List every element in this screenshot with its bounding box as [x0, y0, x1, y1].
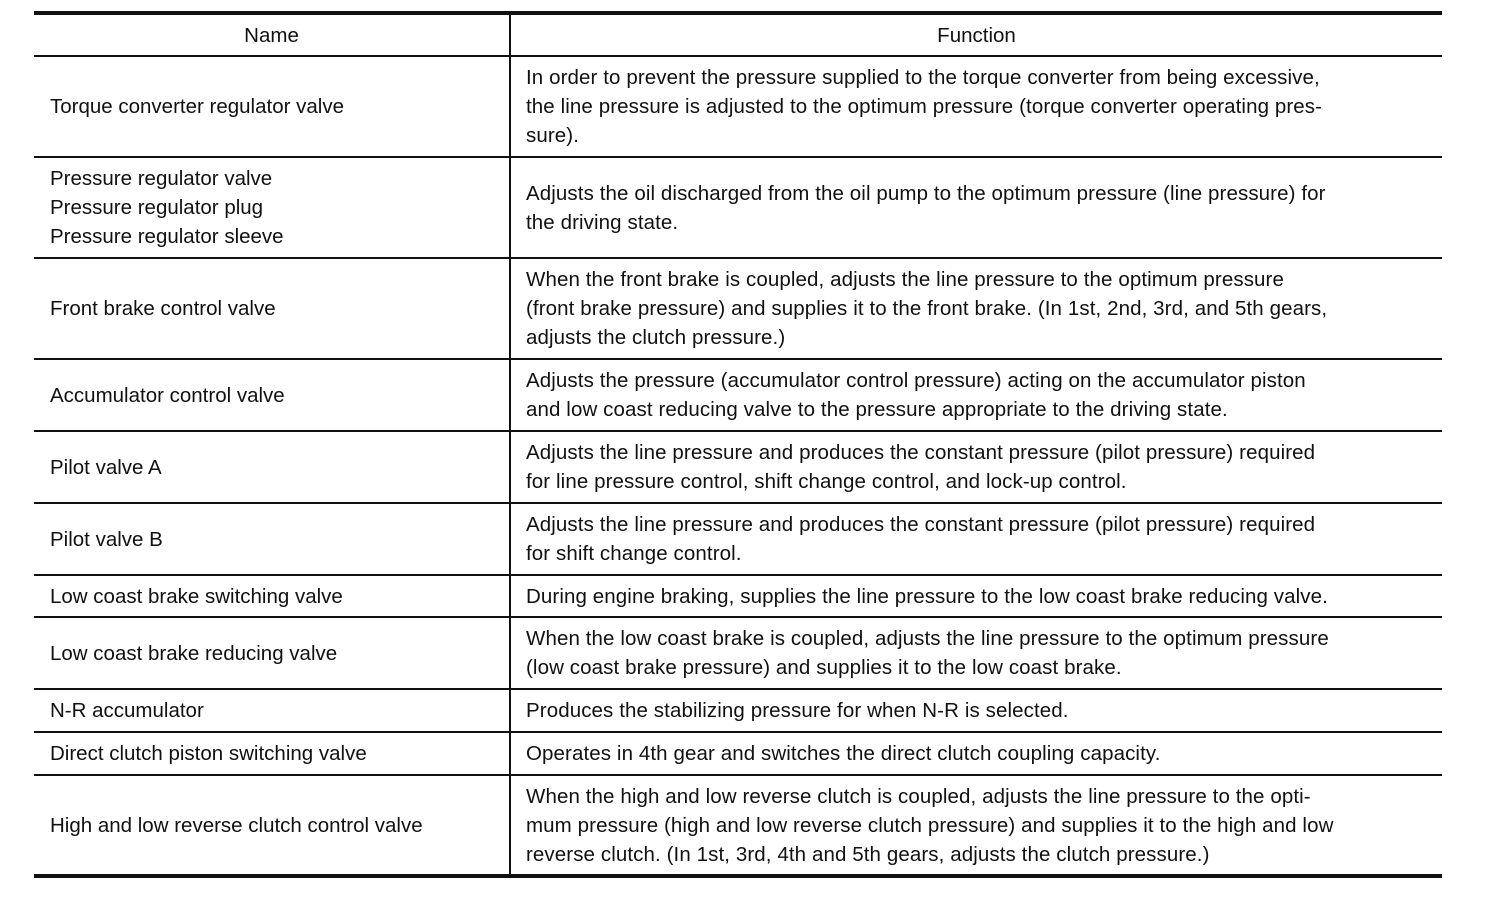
valve-name-text: Pilot valve A: [50, 455, 162, 479]
table-row: [34, 56, 1442, 157]
valve-function-text: adjusts the clutch pressure.): [526, 326, 786, 349]
valve-function-text: (low coast brake pressure) and supplies it to the low coast brake.: [526, 656, 1122, 679]
valve-function-text: for shift change control.: [526, 542, 742, 565]
valve-function-text: and low coast reducing valve to the pressure appropriate to the driving state.: [526, 398, 1228, 421]
valve-function-text: for line pressure control, shift change control, and lock-up control.: [526, 470, 1127, 493]
valve-function-cell: [510, 359, 1442, 431]
valve-name-cell: [34, 689, 510, 732]
valve-name-text: Low coast brake switching valve: [50, 584, 343, 608]
name-column-header: Name: [34, 13, 510, 56]
valve-function-text: the line pressure is adjusted to the optimum pressure (torque converter operating pres-: [526, 95, 1323, 118]
valve-function-text: Adjusts the pressure (accumulator control pressure) acting on the accumulator piston: [526, 369, 1306, 392]
valve-name-text: Low coast brake reducing valve: [50, 641, 338, 665]
valve-name-cell: [34, 157, 510, 258]
table-body: [34, 56, 1442, 876]
valve-function-cell: [510, 689, 1442, 732]
valve-function-cell: [510, 157, 1442, 258]
valve-name-cell: [34, 775, 510, 876]
valve-name-text: Direct clutch piston switching valve: [50, 742, 367, 765]
valve-function-text: In order to prevent the pressure supplied to the torque converter from being excessive,: [526, 66, 1320, 89]
valve-function-cell: [510, 575, 1442, 617]
valve-function-cell: [510, 617, 1442, 689]
table-row: [34, 732, 1442, 775]
valve-function-cell: [510, 258, 1442, 359]
valve-name-text: Pressure regulator valve: [50, 167, 273, 190]
table-row: [34, 503, 1442, 575]
valve-function-text: Adjusts the line pressure and produces the constant pressure (pilot pressure) required: [526, 513, 1316, 536]
table-row: [34, 431, 1442, 503]
valve-function-text: During engine braking, supplies the line pressure to the low coast brake reducing valve.: [526, 584, 1328, 608]
valve-name-text: Torque converter regulator valve: [50, 95, 344, 118]
valve-name-cell: [34, 617, 510, 689]
valve-name-text: N-R accumulator: [50, 699, 204, 722]
header-row: [34, 13, 1442, 56]
function-column-header: Function: [510, 13, 1442, 56]
valve-function-text: When the low coast brake is coupled, adjusts the line pressure to the optimum pressure: [526, 627, 1329, 650]
valve-function-text: mum pressure (high and low reverse clutch pressure) and supplies it to the high and low: [526, 813, 1334, 837]
valve-name-cell: [34, 56, 510, 157]
table-header: [34, 13, 1442, 56]
valve-name-cell: [34, 359, 510, 431]
table-row: [34, 359, 1442, 431]
valve-name-cell: [34, 575, 510, 617]
valve-function-text: Produces the stabilizing pressure for when N-R is selected.: [526, 699, 1069, 722]
valve-function-cell: [510, 503, 1442, 575]
valve-name-text: Pilot valve B: [50, 527, 163, 551]
valve-function-cell: [510, 431, 1442, 503]
valve-function-sheet: [34, 11, 1442, 878]
valve-name-text: Front brake control valve: [50, 297, 276, 320]
valve-function-cell: [510, 56, 1442, 157]
valve-name-cell: [34, 258, 510, 359]
valve-function-text: Adjusts the line pressure and produces the constant pressure (pilot pressure) required: [526, 441, 1316, 464]
valve-name-text: High and low reverse clutch control valve: [50, 813, 423, 837]
valve-function-text: reverse clutch. (In 1st, 3rd, 4th and 5th gears, adjusts the clutch pressure.): [526, 842, 1210, 866]
table-row: [34, 157, 1442, 258]
valve-function-text: sure).: [526, 124, 580, 147]
table-row: [34, 575, 1442, 617]
valve-name-cell: [34, 732, 510, 775]
valve-function-table: [34, 11, 1442, 878]
valve-function-text: the driving state.: [526, 210, 679, 234]
valve-name-text: Pressure regulator plug: [50, 196, 264, 219]
table-row: [34, 617, 1442, 689]
valve-name-cell: [34, 431, 510, 503]
valve-function-text: When the high and low reverse clutch is coupled, adjusts the line pressure to the opti-: [526, 784, 1311, 808]
valve-name-text: Accumulator control valve: [50, 383, 285, 407]
table-row: [34, 258, 1442, 359]
table-row: [34, 775, 1442, 876]
valve-name-text: Pressure regulator sleeve: [50, 225, 284, 248]
valve-function-cell: [510, 732, 1442, 775]
valve-name-cell: [34, 503, 510, 575]
valve-function-text: Adjusts the oil discharged from the oil pump to the optimum pressure (line pressure) for: [526, 181, 1326, 205]
valve-function-cell: [510, 775, 1442, 876]
valve-function-text: Operates in 4th gear and switches the direct clutch coupling capacity.: [526, 742, 1161, 765]
table-row: [34, 689, 1442, 732]
valve-function-text: (front brake pressure) and supplies it to the front brake. (In 1st, 2nd, 3rd, and 5th gears,: [526, 297, 1328, 320]
valve-function-text: When the front brake is coupled, adjusts the line pressure to the optimum pressure: [526, 268, 1284, 291]
